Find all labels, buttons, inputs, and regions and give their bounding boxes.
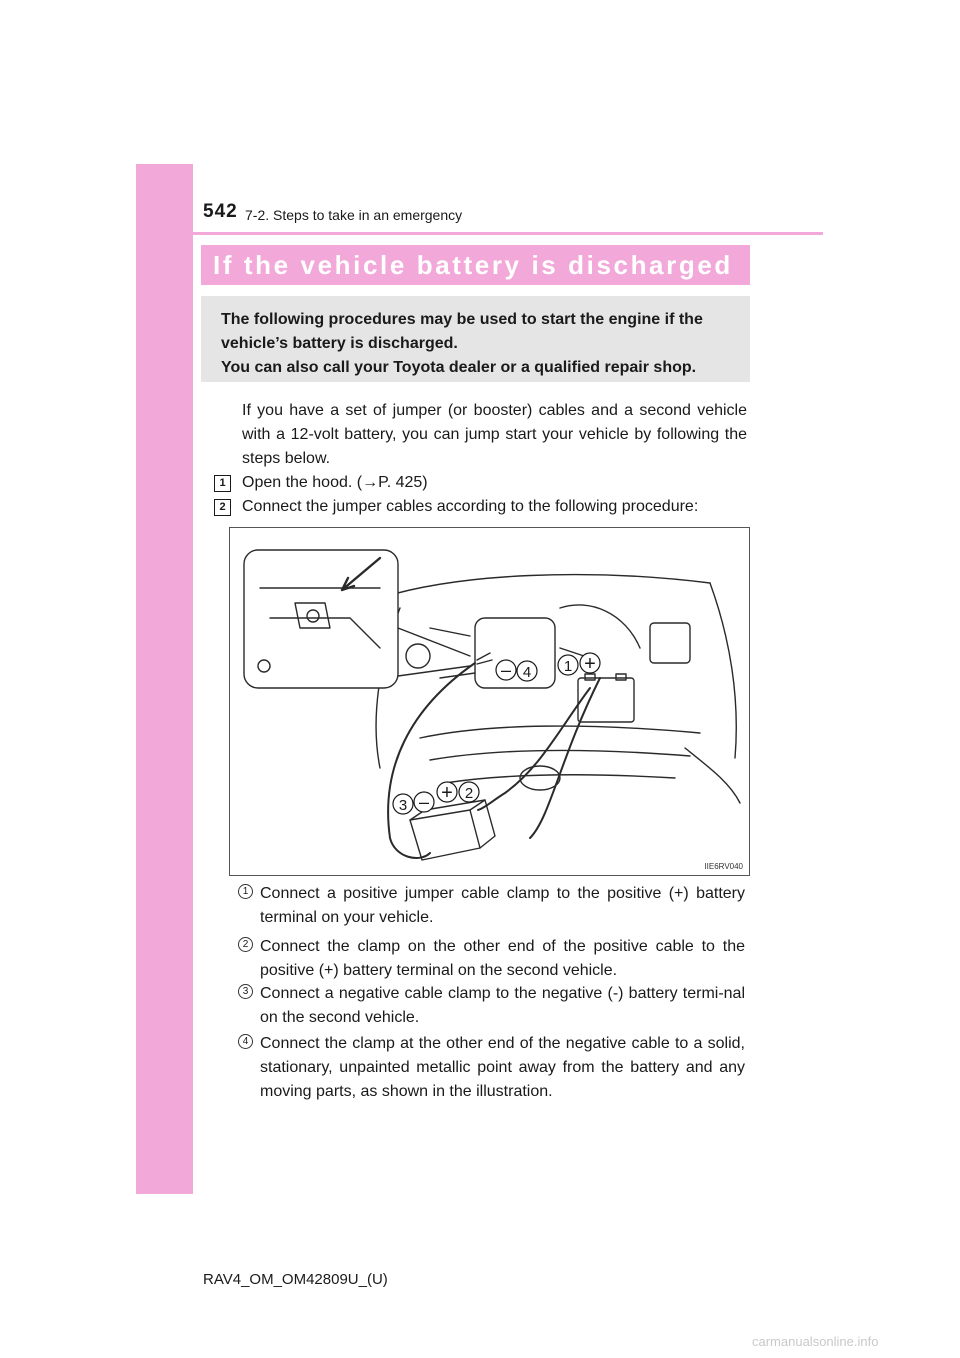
inset-callout-lines xyxy=(398,628,470,676)
sub-step-4 xyxy=(238,1032,745,1104)
right-fog-light xyxy=(520,766,560,790)
intake-duct xyxy=(560,605,640,648)
side-accent-bar xyxy=(136,164,193,1194)
plus-marker-1: + xyxy=(584,653,596,675)
hood-outline xyxy=(380,575,710,598)
step-badge: 1 xyxy=(214,475,231,492)
sub-step-number: 3 xyxy=(238,984,253,999)
sub-step-text: Connect a negative cable clamp to the negative (-) battery termi-nal on the second vehicle. xyxy=(260,985,745,1026)
body-paragraph: If you have a set of jumper (or booster) cables and a second vehicle with a 12-volt battery, you can jump start your vehicle by following the steps below. xyxy=(242,402,747,467)
intro-box xyxy=(201,296,750,382)
battery-terminal xyxy=(616,674,626,680)
grille-mid xyxy=(430,750,690,760)
step-text: Connect the jumper cables according to the following procedure: xyxy=(242,498,699,515)
minus-marker-3: – xyxy=(418,792,430,812)
inset-box xyxy=(244,550,398,688)
page-number: 542 xyxy=(203,201,238,222)
sub-step-text: Connect the clamp at the other end of the negative cable to a solid, stationary, unpainted metallic point away from the battery and any moving parts, as shown in the illustration. xyxy=(260,1035,745,1100)
minus-marker-4: – xyxy=(500,660,512,680)
intro-line-2: You can also call your Toyota dealer or a qualified repair shop. xyxy=(221,359,697,376)
engine-cover xyxy=(475,618,555,688)
illustration-markers xyxy=(393,653,600,814)
watermark-text: carmanualsonline.info xyxy=(752,1334,879,1349)
sub-step-number: 4 xyxy=(238,1034,253,1049)
header-divider xyxy=(193,232,823,235)
marker-4: 4 xyxy=(522,664,532,681)
figure-code: IIE6RV040 xyxy=(704,862,743,871)
jump-start-illustration xyxy=(229,527,750,876)
vehicle-battery xyxy=(578,678,634,722)
sub-step-2 xyxy=(238,935,745,983)
title-band xyxy=(201,245,750,285)
right-fender xyxy=(710,583,736,758)
sub-step-3 xyxy=(238,982,745,1030)
illustration-svg xyxy=(230,528,750,876)
footer-document-code: RAV4_OM_OM42809U_(U) xyxy=(203,1271,388,1288)
step-badge: 2 xyxy=(214,499,231,516)
step-2 xyxy=(214,498,698,516)
sub-step-number: 1 xyxy=(238,884,253,899)
plus-marker-2: + xyxy=(441,782,453,804)
sub-step-text: Connect the clamp on the other end of the positive cable to the positive (+) battery terminal on the second vehicle. xyxy=(260,938,745,979)
sub-step-number: 2 xyxy=(238,937,253,952)
marker-1: 1 xyxy=(563,658,573,675)
positive-cable xyxy=(478,688,590,810)
negative-cable xyxy=(388,663,475,858)
sub-step-1 xyxy=(238,882,745,930)
step-text: Open the hood. (→P. 425) xyxy=(242,474,428,491)
page-title: If the vehicle battery is discharged xyxy=(213,249,733,280)
reservoir-cap xyxy=(406,644,430,668)
intro-line-1: The following procedures may be used to start the engine if the vehicle’s battery is discharged. xyxy=(221,311,703,352)
section-heading: 7-2. Steps to take in an emergency xyxy=(245,207,463,223)
marker-2: 2 xyxy=(464,785,474,802)
bumper-edge xyxy=(685,748,740,803)
second-battery xyxy=(410,810,480,860)
ground-clamp xyxy=(477,653,492,664)
sub-step-text: Connect a positive jumper cable clamp to the positive (+) battery terminal on your vehicle. xyxy=(260,885,745,926)
marker-3: 3 xyxy=(398,797,408,814)
step-1 xyxy=(214,474,428,492)
fuse-box xyxy=(650,623,690,663)
